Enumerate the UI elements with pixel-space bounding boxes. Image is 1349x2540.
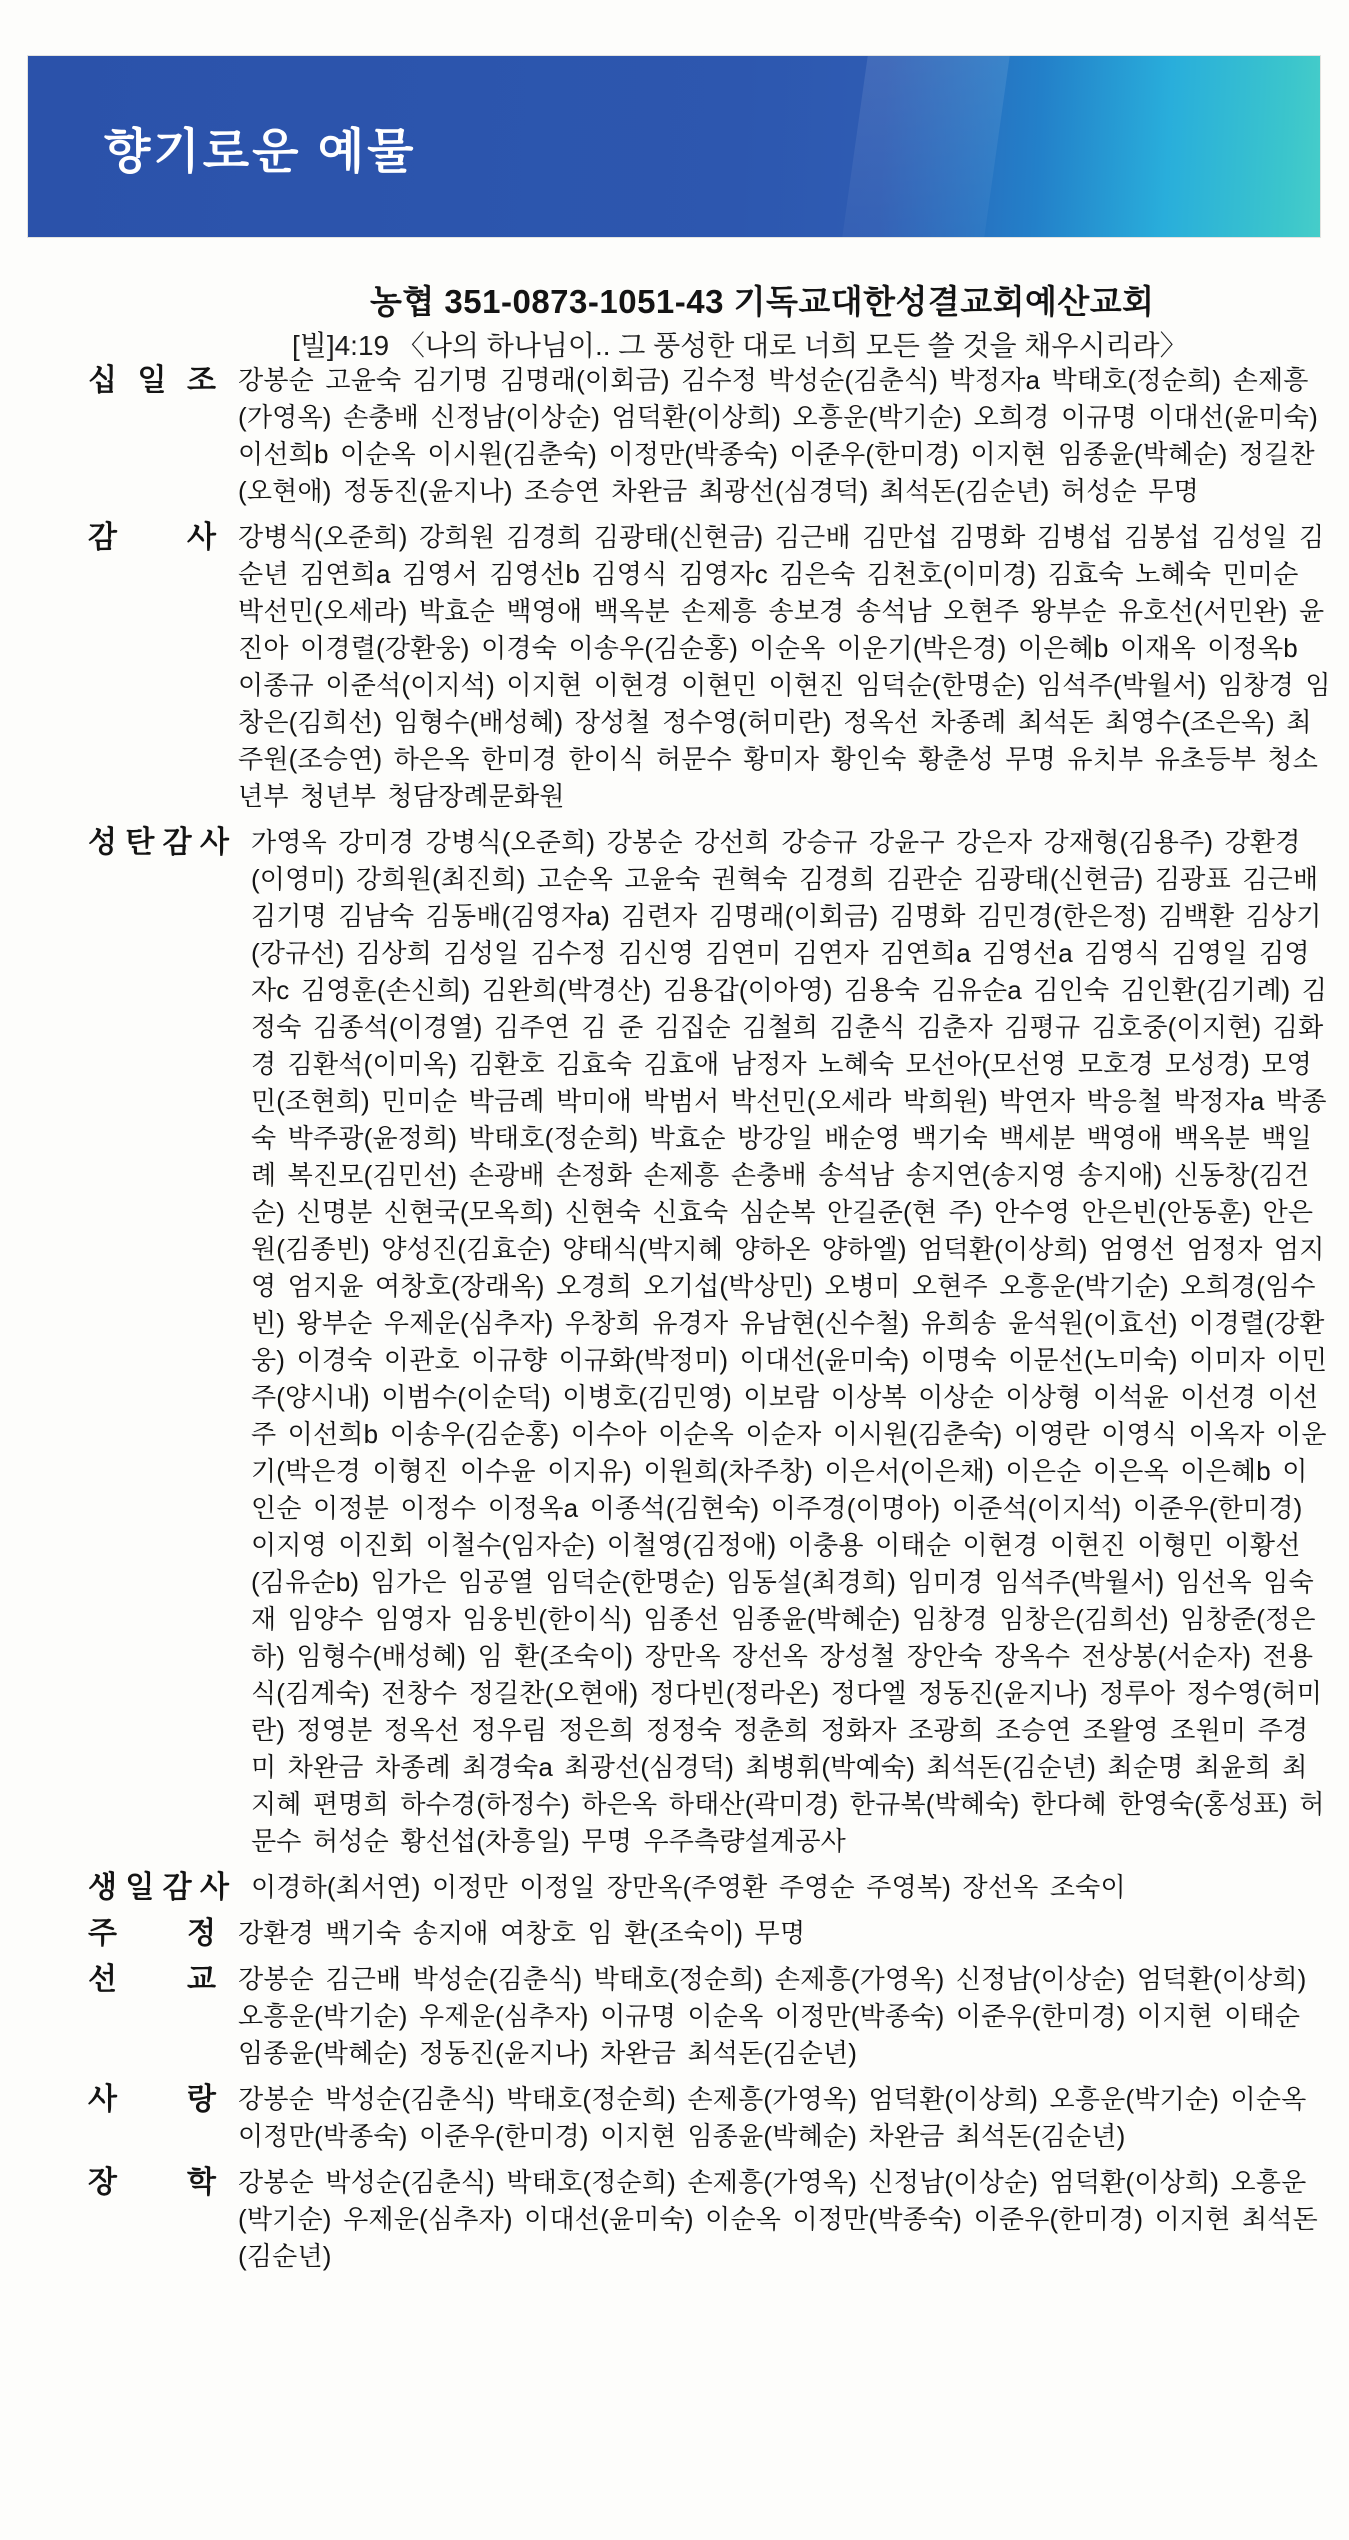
section-label-christmas-thanksgiving: 성 탄 감 사 xyxy=(88,826,229,859)
section-names-christmas-thanksgiving: 가영옥 강미경 강병식(오준희) 강봉순 강선희 강승규 강윤구 강은자 강재형(김용주) 강환경(이영미) 강희원(최진희) 고순옥 고윤숙 권혁숙 김경희 김관순 김광태(신현금) 김광표 김근배 김기명 김남숙 김동배(김영자a) 김련자 김명래(이회금) 김명화 김민경(한은정) 김백환 김상기(강규선) 김상희 김성일 김수정 김신영 김연미 김연자 김연희a 김영선a 김영식 김영일 김영자c 김영훈(손신희) 김완희(박경산) 김용갑(이아영) 김용숙 김유순a 김인숙 김인환(김기례) 김정숙 김종석(이경열) 김주연 김 준 김집순 김철희 김춘식 김춘자 김평규 김호중(이지현) 김화경 김환석(이미옥) 김환호 김효숙 김효애 남정자 노혜숙 모선아(모선영 모호경 모성경) 모영민(조현희) 민미순 박금례 박미애 박범서 박선민(오세라 박희원) 박연자 박응철 박정자a 박종숙 박주광(윤정희) 박태호(정순희) 박효순 방강일 배순영 백기숙 백세분 백영애 백옥분 백일례 복진모(김민선) 손광배 손정화 손제흥 손충배 송석남 송지연(송지영 송지애) 신동창(김건순) 신명분 신현국(모옥희) 신현숙 신효숙 심순복 안길준(현 주) 안수영 안은빈(안동훈) 안은원(김종빈) 양성진(김효순) 양태식(박지혜 양하온 양하엘) 엄덕환(이상희) 엄영선 엄정자 엄지영 엄지윤 여창호(장래옥) 오경희 오기섭(박상민) 오병미 오현주 오흥운(박기순) 오희경(임수빈) 왕부순 우제운(심추자) 우창희 유경자 유남현(신수철) 유희송 윤석원(이효선) 이경렬(강환웅) 이경숙 이관호 이규향 이규화(박정미) 이대선(윤미숙) 이명숙 이문선(노미숙) 이미자 이민주(양시내) 이범수(이순덕) 이병호(김민영) 이보람 이상복 이상순 이상형 이석윤 이선경 이선주 이선희b 이송우(김순홍) 이수아 이순옥 이순자 이시원(김춘숙) 이영란 이영식 이옥자 이운기(박은경 이형진 이수윤 이지유) 이원희(차주창) 이은서(이은채) 이은순 이은옥 이은혜b 이인순 이정분 이정수 이정옥a 이종석(김현숙) 이주경(이명아) 이준석(이지석) 이준우(한미경) 이지영 이진회 이철수(임자순) 이철영(김정애) 이충용 이태순 이현경 이현진 이형민 이황선(김유순b) 임가은 임공열 임덕순(한명순) 임동설(최경희) 임미경 임석주(박월서) 임선옥 임숙재 임양수 임영자 임웅빈(한이식) 임종선 임종윤(박혜순) 임창경 임창은(김희선) 임창준(정은하) 임형수(배성혜) 임 환(조숙이) 장만옥 장선옥 장성철 장안숙 장옥수 전상봉(서순자) 전용식(김계숙) 전창수 정길찬(오현애) 정다빈(정라온) 정다엘 정동진(윤지나) 정루아 정수영(허미란) 정영분 정옥선 정우림 정은희 정정숙 정춘희 정화자 조광희 조승연 조왈영 조원미 주경미 차완금 차종례 최경숙a 최광선(심경덕) 최병휘(박예숙) 최석돈(김순년) 최순명 최윤희 최지혜 편명희 하수경(하정수) 하은옥 하태산(곽미경) 한규복(박혜숙) 한다혜 한영숙(홍성표) 허문수 허성순 황선섭(차흥일) 무명 우주측량설계공사 xyxy=(250,827,1328,1856)
offering-sections xyxy=(88,362,1331,2284)
section-thanksgiving xyxy=(88,519,1331,815)
section-label-mission: 선 교 xyxy=(88,1963,216,1996)
bible-verse: [빌]4:19 〈나의 하나님이.. 그 풍성한 대로 너희 모든 쓸 것을 채우시리라〉 xyxy=(292,330,1188,361)
page-title: 향기로운 예물 xyxy=(104,125,417,178)
section-names-mission: 강봉순 김근배 박성순(김춘식) 박태호(정순희) 손제흥(가영옥) 신정남(이상순) 엄덕환(이상희) 오흥운(박기순) 우제운(심추자) 이규명 이순옥 이정만(박종숙) 이준우(한미경) 이지현 이태순 임종윤(박혜순) 정동진(윤지나) 차완금 최석돈(김순년) xyxy=(238,1964,1307,2068)
section-names-weekly-offering: 강환경 백기숙 송지애 여창호 임 환(조숙이) 무명 xyxy=(238,1918,806,1948)
banner-diagonal-sheen xyxy=(841,56,1011,237)
section-names-thanksgiving: 강병식(오준희) 강희원 김경희 김광태(신현금) 김근배 김만섭 김명화 김병섭 김봉섭 김성일 김순년 김연희a 김영서 김영선b 김영식 김영자c 김은숙 김천호(이미경) 김효숙 노혜숙 민미순 박선민(오세라) 박효순 백영애 백옥분 손제흥 송보경 송석남 오현주 왕부순 유호선(서민완) 윤진아 이경렬(강환웅) 이경숙 이송우(김순홍) 이순옥 이운기(박은경) 이은혜b 이재옥 이정옥b 이종규 이준석(이지석) 이지현 이현경 이현민 이현진 임덕순(한명순) 임석주(박월서) 임창경 임창은(김희선) 임형수(배성혜) 장성철 정수영(허미란) 정옥선 차종례 최석돈 최영수(조은옥) 최주원(조승연) 하은옥 한미경 한이식 허문수 황미자 황인숙 황춘성 무명 유치부 유초등부 청소년부 청년부 청담장례문화원 xyxy=(238,522,1331,811)
section-label-thanksgiving: 감 사 xyxy=(88,521,216,554)
section-names-love: 강봉순 박성순(김춘식) 박태호(정순희) 손제흥(가영옥) 엄덕환(이상희) 오흥운(박기순) 이순옥 이정만(박종숙) 이준우(한미경) 이지현 임종윤(박혜순) 차완금 최석돈(김순년) xyxy=(238,2084,1307,2151)
section-mission xyxy=(88,1961,1331,2072)
section-label-tithe: 십 일 조 xyxy=(88,364,216,397)
bank-account-line: 농협 351-0873-1051-43 기독교대한성결교회예산교회 xyxy=(370,283,1155,320)
section-tithe xyxy=(88,362,1331,510)
section-label-birthday-thanksgiving: 생 일 감 사 xyxy=(88,1871,229,1904)
section-names-scholarship: 강봉순 박성순(김춘식) 박태호(정순희) 손제흥(가영옥) 신정남(이상순) 엄덕환(이상희) 오흥운(박기순) 우제운(심추자) 이대선(윤미숙) 이순옥 이정만(박종숙) 이준우(한미경) 이지현 최석돈(김순년) xyxy=(238,2167,1318,2271)
section-label-scholarship: 장 학 xyxy=(88,2166,216,2199)
section-birthday-thanksgiving xyxy=(88,1869,1331,1906)
section-label-weekly-offering: 주 정 xyxy=(88,1917,216,1950)
section-label-love: 사 랑 xyxy=(88,2083,216,2116)
section-weekly-offering xyxy=(88,1915,1331,1952)
header-banner xyxy=(28,56,1320,237)
section-love xyxy=(88,2081,1331,2155)
section-names-birthday-thanksgiving: 이경하(최서연) 이정만 이정일 장만옥(주영환 주영순 주영복) 장선옥 조숙이 xyxy=(250,1872,1126,1902)
section-names-tithe: 강봉순 고윤숙 김기명 김명래(이회금) 김수정 박성순(김춘식) 박정자a 박태호(정순희) 손제흥(가영옥) 손충배 신정남(이상순) 엄덕환(이상희) 오흥운(박기순) 오희경 이규명 이대선(윤미숙) 이선희b 이순옥 이시원(김춘숙) 이정만(박종숙) 이준우(한미경) 이지현 임종윤(박혜순) 정길찬(오현애) 정동진(윤지나) 조승연 차완금 최광선(심경덕) 최석돈(김순년) 허성순 무명 xyxy=(238,365,1318,506)
section-scholarship xyxy=(88,2164,1331,2275)
section-christmas-thanksgiving xyxy=(88,824,1331,1860)
